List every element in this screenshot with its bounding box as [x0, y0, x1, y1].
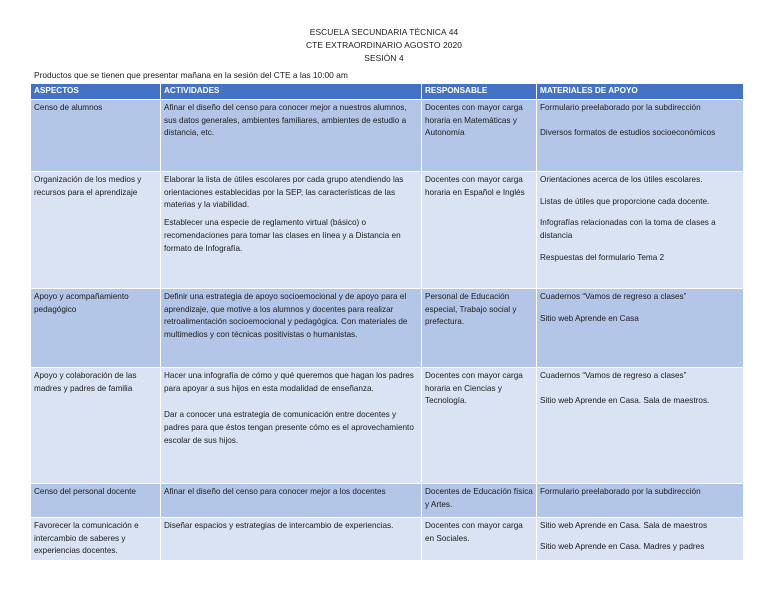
activities-table — [30, 83, 744, 561]
material-text: Listas de útiles que proporcione cada docente. — [540, 196, 710, 206]
column-header-aspectos: ASPECTOS — [31, 84, 161, 100]
actividades-cell — [161, 517, 422, 560]
material-text: Sitio web Aprende en Casa. Sala de maestros. — [540, 395, 710, 405]
material-text: Infografías relacionadas con la toma de clases a distancia — [540, 218, 716, 241]
column-header-actividades: ACTIVIDADES — [161, 84, 422, 100]
column-header-responsable: RESPONSABLE — [422, 84, 537, 100]
actividades-cell — [161, 483, 422, 517]
aspecto-cell: Apoyo y colaboración de las madres y padres de familia — [31, 367, 161, 483]
responsable-cell: Personal de Educación especial, Trabajo social y prefectura. — [422, 288, 537, 367]
aspecto-cell: Apoyo y acompañamiento pedagógico — [31, 288, 161, 367]
aspecto-cell: Censo de alumnos — [31, 99, 161, 171]
materiales-cell — [537, 288, 744, 367]
materiales-cell — [537, 517, 744, 560]
aspecto-cell: Favorecer la comunicación e intercambio de saberes y experiencias docentes. — [31, 517, 161, 560]
table-row — [31, 517, 744, 560]
responsable-cell: Docentes con mayor carga horaria en Matemáticas y Autonomía — [422, 99, 537, 171]
material-text: Formulario preelaborado por la subdirección — [540, 486, 701, 496]
table-row — [31, 288, 744, 367]
actividad-text: Dar a conocer una estrategia de comunicación entre docentes y padres para que éstos tengan presente cómo es el aprovechamiento escolar de sus hijos. — [164, 410, 414, 445]
actividad-text: Establecer una especie de reglamento virtual (básico) o recomendaciones para tomar las clases en línea y a Distancia en formato de Infografía. — [164, 218, 401, 253]
session-label: SESIÓN 4 — [364, 53, 404, 63]
material-text: Cuadernos “Vamos de regreso a clases” — [540, 291, 687, 301]
actividades-cell — [161, 171, 422, 288]
table-row — [31, 99, 744, 171]
materiales-cell — [537, 367, 744, 483]
actividades-cell — [161, 99, 422, 171]
material-text: Formulario preelaborado por la subdirección — [540, 102, 701, 112]
material-text: Sitio web Aprende en Casa. Madres y padres — [540, 541, 705, 551]
intro-text: Productos que se tienen que presentar mañana en la sesión del CTE a las 10:00 am — [34, 70, 348, 80]
responsable-cell: Docentes con mayor carga horaria en Ciencias y Tecnología. — [422, 367, 537, 483]
material-text: Sitio web Aprende en Casa. Sala de maestros — [540, 520, 708, 530]
material-text: Respuestas del formulario Tema 2 — [540, 252, 665, 262]
materiales-cell — [537, 99, 744, 171]
responsable-cell: Docentes de Educación física y Artes. — [422, 483, 537, 517]
aspecto-cell: Organización de los medios y recursos para el aprendizaje — [31, 171, 161, 288]
materiales-cell — [537, 171, 744, 288]
table-row — [31, 483, 744, 517]
actividades-cell — [161, 288, 422, 367]
document-header — [0, 26, 768, 65]
table-row — [31, 171, 744, 288]
actividad-text: Definir una estrategia de apoyo socioemocional y de apoyo para el aprendizaje, que motive a los alumnos y docentes para realizar retroalimentación socioemocional y pedagógica. Con materiales de multimedios y con técnicas positivistas o humanistas. — [164, 291, 408, 340]
actividad-text: Afinar el diseño del censo para conocer mejor a nuestros alumnos, sus datos generales, ambientes familiares, ambientes de estudio a distancia, etc. — [164, 102, 407, 138]
actividad-text: Elaborar la lista de útiles escolares por cada grupo atendiendo las orientaciones establecidas por la SEP, las características de las materias y la viabilidad. — [164, 174, 404, 210]
material-text: Diversos formatos de estudios socioeconómicos — [540, 127, 716, 137]
school-name: ESCUELA SECUNDARIA TÉCNICA 44 — [309, 27, 459, 37]
materiales-cell — [537, 483, 744, 517]
material-text: Sitio web Aprende en Casa — [540, 313, 639, 323]
table-row — [31, 367, 744, 483]
actividad-text: Diseñar espacios y estrategias de intercambio de experiencias. — [164, 520, 394, 530]
meeting-title: CTE EXTRAORDINARIO AGOSTO 2020 — [306, 40, 462, 50]
actividades-cell — [161, 367, 422, 483]
table-header-row — [31, 84, 744, 100]
material-text: Orientaciones acerca de los útiles escolares. — [540, 174, 703, 184]
column-header-materiales: MATERIALES DE APOYO — [537, 84, 744, 100]
actividad-text: Hacer una infografía de cómo y qué queremos que hagan los padres para apoyar a sus hijos en esta modalidad de enseñanza. — [164, 370, 414, 393]
material-text: Cuadernos “Vamos de regreso a clases” — [540, 370, 687, 380]
aspecto-cell: Censo del personal docente — [31, 483, 161, 517]
responsable-cell: Docentes con mayor carga en Sociales. — [422, 517, 537, 560]
responsable-cell: Docentes con mayor carga horaria en Español e Inglés — [422, 171, 537, 288]
actividad-text: Afinar el diseño del censo para conocer mejor a los docentes — [164, 486, 386, 496]
